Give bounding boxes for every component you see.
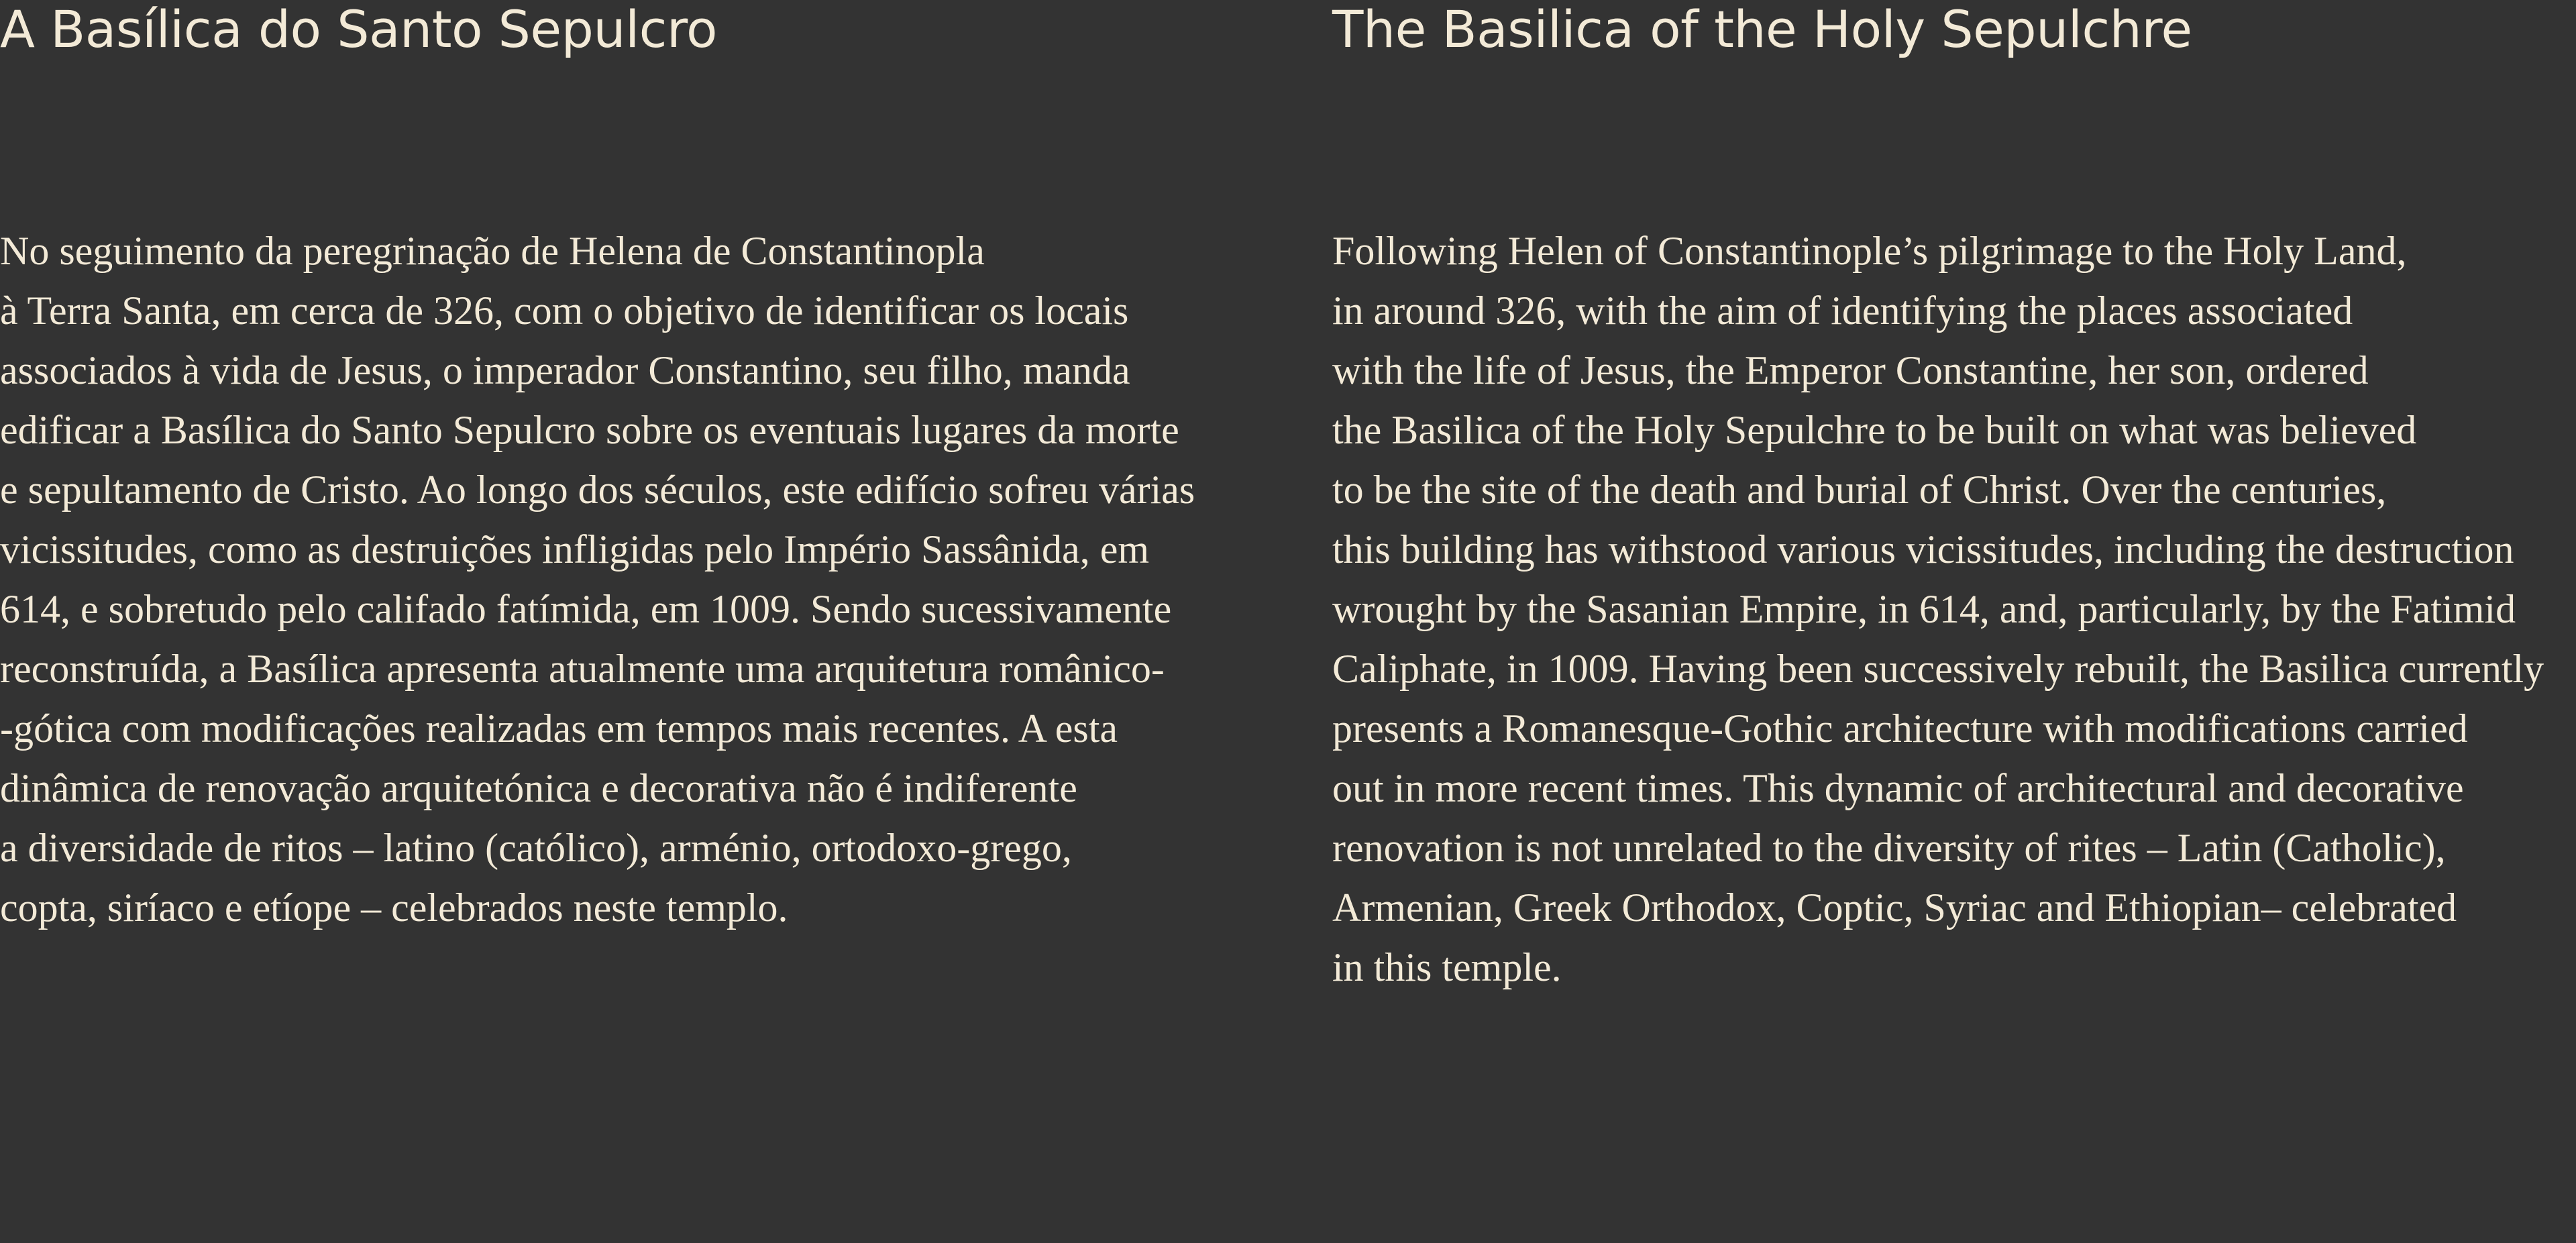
- english-body: [1332, 221, 2544, 997]
- portuguese-body-line: a diversidade de ritos – latino (católico), arménio, ortodoxo-grego,: [0, 826, 1072, 870]
- portuguese-body-line: e sepultamento de Cristo. Ao longo dos séculos, este edifício sofreu várias: [0, 468, 1195, 512]
- portuguese-body-line: vicissitudes, como as destruições infligidas pelo Império Sassânida, em: [0, 527, 1149, 572]
- portuguese-body-line: dinâmica de renovação arquitetónica e decorativa não é indiferente: [0, 766, 1077, 810]
- portuguese-body-line: associados à vida de Jesus, o imperador Constantino, seu filho, manda: [0, 348, 1130, 392]
- portuguese-body-line: copta, siríaco e etíope – celebrados neste templo.: [0, 885, 788, 930]
- english-body-line: with the life of Jesus, the Emperor Constantine, her son, ordered: [1332, 348, 2369, 392]
- portuguese-title: A Basílica do Santo Sepulcro: [0, 0, 718, 59]
- portuguese-body-line: -gótica com modificações realizadas em tempos mais recentes. A esta: [0, 706, 1118, 751]
- english-body-line: renovation is not unrelated to the diversity of rites – Latin (Catholic),: [1332, 826, 2446, 870]
- english-body-line: Following Helen of Constantinople’s pilgrimage to the Holy Land,: [1332, 229, 2407, 273]
- english-body-line: the Basilica of the Holy Sepulchre to be built on what was believed: [1332, 408, 2417, 452]
- english-body-line: presents a Romanesque-Gothic architecture with modifications carried: [1332, 706, 2468, 751]
- english-title: The Basilica of the Holy Sepulchre: [1332, 0, 2192, 59]
- portuguese-body-line: No seguimento da peregrinação de Helena de Constantinopla: [0, 229, 985, 273]
- english-body-line: Armenian, Greek Orthodox, Coptic, Syriac and Ethiopian– celebrated: [1332, 885, 2457, 930]
- english-body-line: Caliphate, in 1009. Having been successively rebuilt, the Basilica currently: [1332, 647, 2544, 691]
- portuguese-column: [0, 0, 1275, 930]
- portuguese-body-line: 614, e sobretudo pelo califado fatímida, em 1009. Sendo sucessivamente: [0, 587, 1172, 631]
- english-body-line: in around 326, with the aim of identifying the places associated: [1332, 288, 2353, 333]
- english-body-line: in this temple.: [1332, 945, 1562, 989]
- english-body-line: wrought by the Sasanian Empire, in 614, and, particularly, by the Fatimid: [1332, 587, 2516, 631]
- portuguese-body: [0, 221, 1195, 938]
- english-body-line: to be the site of the death and burial of Christ. Over the centuries,: [1332, 468, 2387, 512]
- portuguese-body-line: reconstruída, a Basílica apresenta atualmente uma arquitetura românico-: [0, 647, 1165, 691]
- portuguese-body-line: à Terra Santa, em cerca de 326, com o objetivo de identificar os locais: [0, 288, 1129, 333]
- english-body-line: out in more recent times. This dynamic of architectural and decorative: [1332, 766, 2464, 810]
- english-column: [1332, 0, 2576, 989]
- english-body-line: this building has withstood various vicissitudes, including the destruction: [1332, 527, 2514, 572]
- portuguese-body-line: edificar a Basílica do Santo Sepulcro sobre os eventuais lugares da morte: [0, 408, 1179, 452]
